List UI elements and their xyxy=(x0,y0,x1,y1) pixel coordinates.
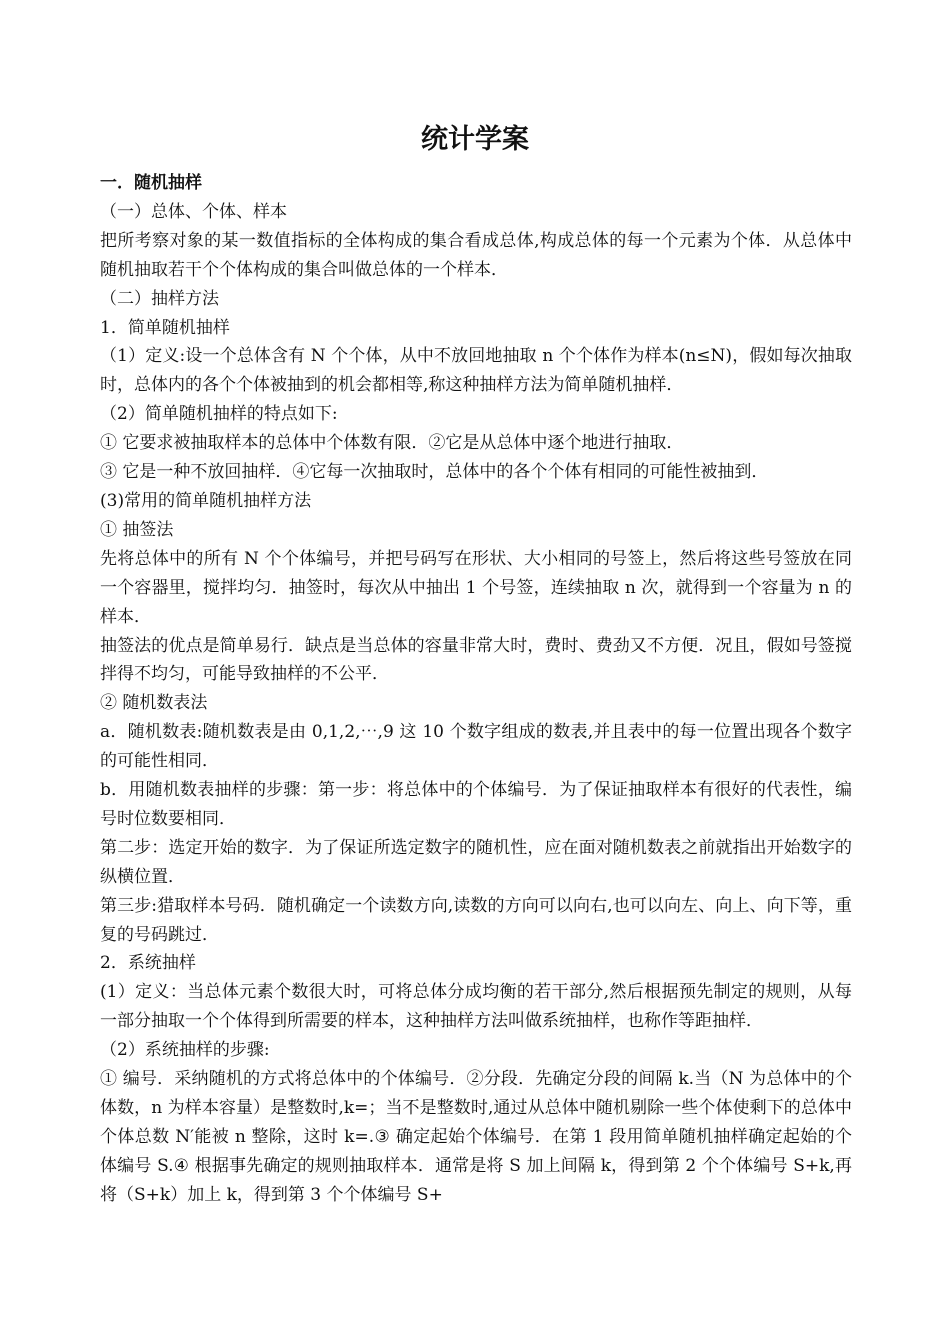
paragraph-systematic-definition: (1）定义：当总体元素个数很大时，可将总体分成均衡的若干部分,然后根据预先制定的规则，从每一部分抽取一个个体得到所需要的样本，这种抽样方法叫做系统抽样，也称作等距抽样． xyxy=(100,982,852,1032)
paragraph-population-definition: 把所考察对象的某一数值指标的全体构成的集合看成总体,构成总体的每一个元素为个体．从总体中随机抽取若干个个体构成的集合叫做总体的一个样本． xyxy=(100,230,852,280)
page-title: 统计学案 xyxy=(421,124,529,155)
subheading-systematic-steps: （2）系统抽样的步骤: xyxy=(100,1040,270,1061)
paragraph-systematic-steps: ① 编号．采纳随机的方式将总体中的个体编号．②分段．先确定分段的间隔 k.当（N 为总体中的个体数，n 为样本容量）是整数时,k=；当不是整数时,通过从总体中随机剔除一些个体使剩下的总体中个体总数 N′能被 n 整除，这时 k=.③ 确定起始个体编号．在第 1 段用简单随机抽样确定起始的个体编号 S.④ 根据事先确定的规则抽取样本．通常是将 S 加上间隔 k，得到第 2 个个体编号 S+k,再将（S+k）加上 k，得到第 3 个个体编号 S+ xyxy=(100,1069,852,1205)
subheading-lottery-method: ① 抽签法 xyxy=(100,519,174,540)
paragraph-srs-feature-1-2: ① 它要求被抽取样本的总体中个体数有限．②它是从总体中逐个地进行抽取． xyxy=(100,433,684,454)
paragraph-srs-definition: （1）定义:设一个总体含有 N 个个体，从中不放回地抽取 n 个个体作为样本(n≤N)，假如每次抽取时，总体内的各个个体被抽到的机会都相等,称这种抽样方法为简单随机抽样． xyxy=(100,346,852,396)
subheading-random-number-table: ② 随机数表法 xyxy=(100,693,208,714)
subheading-srs-features: （2）简单随机抽样的特点如下: xyxy=(100,404,338,425)
paragraph-random-table-step-1: b．用随机数表抽样的步骤：第一步：将总体中的个体编号．为了保证抽取样本有很好的代表性，编号时位数要相同． xyxy=(100,780,852,829)
paragraph-random-table-step-2: 第二步：选定开始的数字．为了保证所选定数字的随机性，应在面对随机数表之前就指出开始数字的纵横位置． xyxy=(100,837,852,887)
paragraph-lottery-procedure: 先将总体中的所有 N 个个体编号，并把号码写在形状、大小相同的号签上，然后将这些号签放在同一个容器里，搅拌均匀．抽签时，每次从中抽出 1 个号签，连续抽取 n 次，就得到一个容量为 n 的样本． xyxy=(100,548,852,627)
paragraph-random-table-definition: a．随机数表:随机数表是由 0,1,2,⋯,9 这 10 个数字组成的数表,并且表中的每一位置出现各个数字的可能性相同． xyxy=(100,722,852,772)
subheading-simple-random-sampling: 1．简单随机抽样 xyxy=(100,317,230,338)
subheading-population: （一）总体、个体、样本 xyxy=(100,201,287,222)
section-heading-random-sampling: 一．随机抽样 xyxy=(100,173,202,193)
subheading-sampling-methods: （二）抽样方法 xyxy=(100,288,219,309)
document-body xyxy=(100,169,852,1210)
paragraph-srs-feature-3-4: ③ 它是一种不放回抽样．④它每一次抽取时，总体中的各个个体有相同的可能性被抽到． xyxy=(100,462,769,483)
paragraph-random-table-step-3: 第三步:猎取样本号码．随机确定一个读数方向,读数的方向可以向右,也可以向左、向上、向下等，重复的号码跳过． xyxy=(100,895,852,945)
subheading-common-methods: (3)常用的简单随机抽样方法 xyxy=(100,490,312,511)
paragraph-lottery-pros-cons: 抽签法的优点是简单易行．缺点是当总体的容量非常大时，费时、费劲又不方便．况且，假如号签搅拌得不均匀，可能导致抽样的不公平． xyxy=(100,635,852,685)
subheading-systematic-sampling: 2．系统抽样 xyxy=(100,953,196,974)
